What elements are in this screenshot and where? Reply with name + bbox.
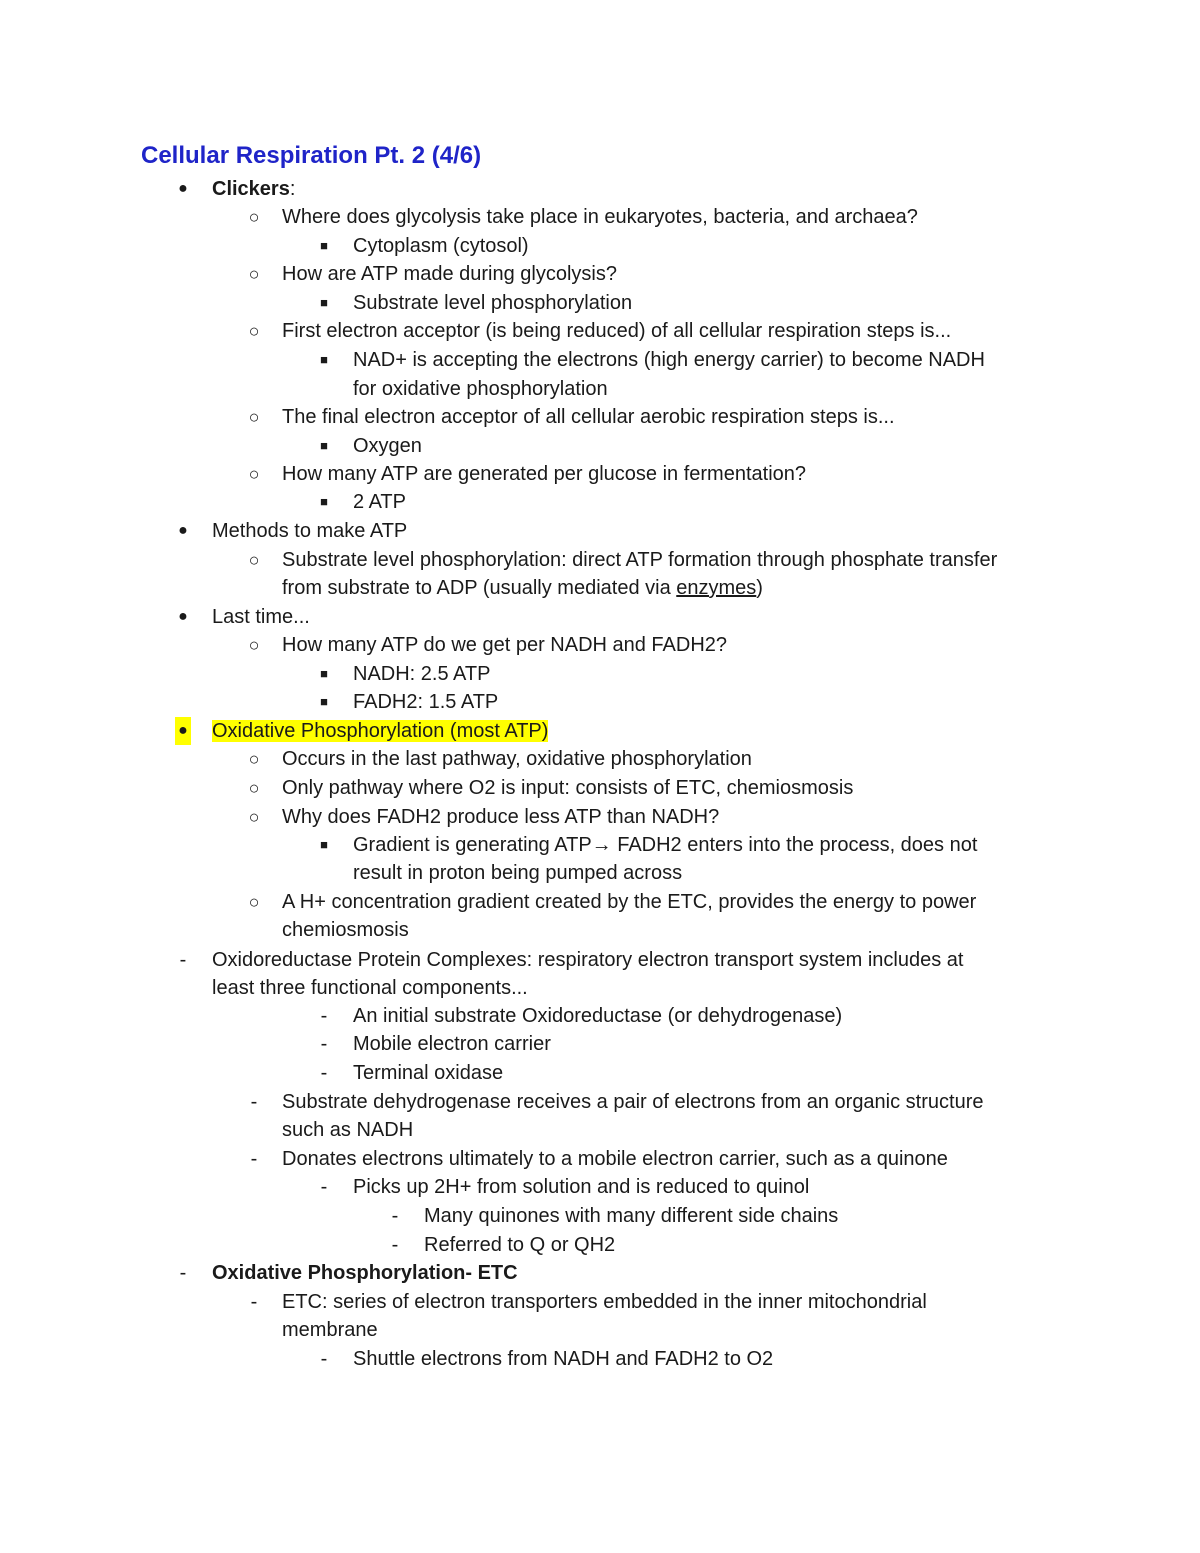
outline-item [353,346,985,374]
square-bullet-icon: ■ [320,438,328,453]
outline-item [353,488,406,516]
item-text: NAD+ is accepting the electrons (high energy carrier) to become NADH [353,349,985,371]
dash-bullet-icon: - [320,1005,328,1027]
dash-bullet-icon: - [391,1205,399,1227]
square-bullet-icon: ■ [320,352,328,367]
item-text: membrane [282,1319,378,1341]
dash-bullet-icon: - [320,1176,328,1198]
outline-item [282,916,409,944]
outline-item [282,888,976,916]
item-text: Occurs in the last pathway, oxidative phosphorylation [282,748,752,770]
item-text: The final electron acceptor of all cellular aerobic respiration steps is... [282,406,895,428]
item-text: Picks up 2H+ from solution and is reduced to quinol [353,1176,810,1198]
outline-item [212,946,963,974]
item-text: least three functional components... [212,977,528,999]
item-text: Oxidative Phosphorylation- ETC [212,1262,518,1284]
dash-bullet-icon: - [391,1234,399,1256]
item-text: Donates electrons ultimately to a mobile electron carrier, such as a quinone [282,1148,948,1170]
outline-item [353,432,422,460]
outline-item [353,831,977,859]
outline-item [353,1345,773,1373]
outline-item [353,859,682,887]
item-text: Terminal oxidase [353,1062,504,1084]
outline-item [212,974,528,1002]
item-suffix: ) [756,577,763,599]
outline-item [212,517,407,545]
dash-bullet-icon: - [320,1348,328,1370]
item-text: Substrate level phosphorylation [353,292,633,314]
circle-bullet-icon: ○ [248,807,260,827]
disc-bullet-icon: ● [178,180,188,197]
outline-item [353,232,529,260]
circle-bullet-icon: ○ [248,407,260,427]
circle-bullet-icon: ○ [248,321,260,341]
outline-item [282,1316,378,1344]
page-title: Cellular Respiration Pt. 2 (4/6) [141,142,482,169]
circle-bullet-icon: ○ [248,207,260,227]
circle-bullet-icon: ○ [248,892,260,912]
square-bullet-icon: ■ [320,837,328,852]
outline-item [212,175,295,203]
outline-item [282,317,951,345]
circle-bullet-icon: ○ [248,464,260,484]
outline-item [212,603,310,631]
outline-item [353,1173,809,1201]
outline-item [282,1116,413,1144]
outline-item [282,1088,983,1116]
outline-item [282,803,719,831]
outline-item [353,688,498,716]
outline-item [212,717,548,745]
dash-bullet-icon: - [179,1262,187,1284]
item-text: Referred to Q or QH2 [424,1234,616,1256]
item-text: Substrate level phosphorylation: direct ATP formation through phosphate transfer [282,549,998,571]
square-bullet-icon: ■ [320,666,328,681]
item-text: A H+ concentration gradient created by the ETC, provides the energy to power [282,891,977,913]
item-text: Cytoplasm (cytosol) [353,235,529,257]
item-text: such as NADH [282,1119,414,1141]
item-text: Many quinones with many different side chains [424,1205,839,1227]
dash-bullet-icon: - [320,1033,328,1055]
outline-item [353,1030,551,1058]
outline-item [212,1259,518,1287]
outline-item [353,289,632,317]
outline-item [282,1145,948,1173]
item-text: FADH2: 1.5 ATP [353,691,499,713]
outline-item [353,1059,503,1087]
dash-bullet-icon: - [320,1062,328,1084]
item-label: Clickers [212,178,290,200]
item-text: An initial substrate Oxidoreductase (or dehydrogenase) [353,1005,843,1027]
circle-bullet-icon: ○ [248,264,260,284]
item-text: Shuttle electrons from NADH and FADH2 to O2 [353,1348,774,1370]
item-text: Oxidative Phosphorylation (most ATP) [212,720,549,742]
outline-item [282,774,853,802]
item-text: Oxidoreductase Protein Complexes: respiratory electron transport system includes at [212,949,964,971]
disc-bullet-icon: ● [178,608,188,625]
circle-bullet-icon: ○ [248,550,260,570]
circle-bullet-icon: ○ [248,778,260,798]
circle-bullet-icon: ○ [248,635,260,655]
outline-item [353,660,490,688]
outline-item [282,1288,927,1316]
outline-item [424,1231,615,1259]
item-text: chemiosmosis [282,919,409,941]
disc-bullet-icon: ● [178,522,188,539]
item-text: Only pathway where O2 is input: consists of ETC, chemiosmosis [282,777,854,799]
outline-item [282,260,617,288]
outline-item [282,403,895,431]
dash-bullet-icon: - [250,1291,258,1313]
item-text: from substrate to ADP (usually mediated via [282,577,677,599]
dash-bullet-icon: - [250,1091,258,1113]
item-text: Substrate dehydrogenase receives a pair of electrons from an organic structure [282,1091,984,1113]
item-text: Methods to make ATP [212,520,408,542]
item-text: How many ATP are generated per glucose in fermentation? [282,463,807,485]
outline-item [353,375,608,403]
item-text: for oxidative phosphorylation [353,378,608,400]
dash-bullet-icon: - [179,949,187,971]
item-text: Last time... [212,606,310,628]
item-text: Oxygen [353,435,422,457]
outline-item [282,631,727,659]
outline-item [282,745,752,773]
disc-bullet-icon: ● [175,717,191,745]
square-bullet-icon: ■ [320,238,328,253]
outline-item [424,1202,838,1230]
circle-bullet-icon: ○ [248,749,260,769]
item-text: Where does glycolysis take place in eukaryotes, bacteria, and archaea? [282,206,918,228]
square-bullet-icon: ■ [320,694,328,709]
underlined-term: enzymes [676,577,757,599]
item-text: Why does FADH2 produce less ATP than NADH? [282,806,720,828]
item-text: 2 ATP [353,491,406,513]
outline-item [353,1002,842,1030]
item-text: Gradient is generating ATP→ FADH2 enters into the process, does not [353,834,978,856]
dash-bullet-icon: - [250,1148,258,1170]
item-text: result in proton being pumped across [353,862,683,884]
item-text: How are ATP made during glycolysis? [282,263,617,285]
outline-item [282,460,806,488]
outline-item [282,203,918,231]
outline-item [282,546,997,574]
item-text: How many ATP do we get per NADH and FADH2? [282,634,728,656]
square-bullet-icon: ■ [320,494,328,509]
item-text: First electron acceptor (is being reduced) of all cellular respiration steps is... [282,320,952,342]
item-text: NADH: 2.5 ATP [353,663,491,685]
item-text: Mobile electron carrier [353,1033,551,1055]
item-text: ETC: series of electron transporters embedded in the inner mitochondrial [282,1291,927,1313]
outline-item [282,574,763,602]
item-suffix: : [289,178,296,200]
square-bullet-icon: ■ [320,295,328,310]
